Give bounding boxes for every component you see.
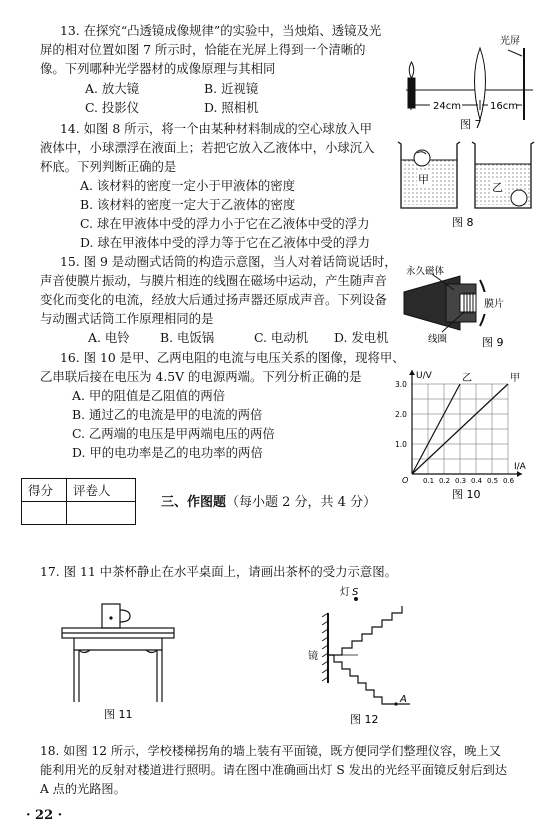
figure-12 xyxy=(300,585,460,730)
q18-line-1: 18. 如图 12 所示，学校楼梯拐角的墙上装有平面镜，既方便同学们整理仪容，晚上又 xyxy=(40,744,501,758)
y-tick-label: 1.0 xyxy=(395,440,407,449)
q13-line-1: 13. 在探究“凸透镜成像规律”的实验中，当烛焰、透镜及光 xyxy=(60,23,382,38)
q14-option-b: B. 该材料的密度一定大于乙液体的密度 xyxy=(80,197,296,212)
score-header: 得分 xyxy=(22,479,67,502)
chart-labels xyxy=(395,371,527,501)
q15-line-2: 声音使膜片振动，与膜片相连的线圈在磁场中运动，产生随声音 xyxy=(40,273,387,288)
q13-option-b: B. 近视镜 xyxy=(204,81,259,96)
chart-caption: 图 10 xyxy=(452,488,481,501)
q16-option-d: D. 甲的电功率是乙的电功率的两倍 xyxy=(72,445,263,460)
q16-line-1: 16. 图 10 是甲、乙两电阻的电流与电压关系的图像，现将甲、 xyxy=(60,350,405,365)
q16-option-a: A. 甲的阻值是乙阻值的两倍 xyxy=(72,388,226,403)
q15-line-1: 15. 图 9 是动圈式话筒的构造示意图，当人对着话筒说话时， xyxy=(60,254,397,269)
x-tick-label: 0.4 xyxy=(471,477,483,485)
q15-line-3: 变化而变化的电流，经放大后通过扬声器还原成声音。下列设备 xyxy=(40,292,387,307)
ball-sunk xyxy=(511,190,527,206)
figure-10-chart xyxy=(390,362,538,502)
q14-option-a: A. 该材料的密度一定小于甲液体的密度 xyxy=(80,178,296,193)
q16-option-c: C. 乙两端的电压是甲两端电压的两倍 xyxy=(72,426,275,441)
figure-11 xyxy=(58,600,178,725)
fig9-membrane-label: 膜片 xyxy=(484,299,504,310)
series-label-jia: 甲 xyxy=(510,373,520,384)
q13-option-a: A. 放大镜 xyxy=(85,81,139,96)
fig9-magnet-label: 永久磁体 xyxy=(406,266,445,277)
tea-cup xyxy=(102,604,120,628)
flame xyxy=(409,62,414,78)
grader-cell[interactable] xyxy=(67,502,136,525)
q14-line-1: 14. 如图 8 所示，将一个由某种材料制成的空心球放入甲 xyxy=(60,121,372,136)
ball-floating xyxy=(414,150,430,166)
q14-line-2: 液体中，小球漂浮在液面上；若把它放入乙液体中，小球沉入 xyxy=(40,140,375,155)
fig9-coil-label: 线圈 xyxy=(428,334,448,345)
x-tick-label: 0.3 xyxy=(455,477,467,485)
origin-label: O xyxy=(402,476,409,485)
grader-header: 评卷人 xyxy=(67,479,136,502)
fig7-screen-label: 光屏 xyxy=(500,36,520,47)
section-3-heading: 三、作图题 xyxy=(161,495,227,510)
q14-option-d: D. 球在甲液体中受的浮力等于它在乙液体中受的浮力 xyxy=(80,235,370,250)
section-3-note: （每小题 2 分，共 4 分） xyxy=(226,495,377,510)
q15-option-c: C. 电动机 xyxy=(254,330,309,345)
score-table xyxy=(21,478,136,525)
fig8-caption: 图 8 xyxy=(452,216,474,229)
x-axis-label: I/A xyxy=(514,462,526,472)
q15-option-d: D. 发电机 xyxy=(334,330,389,345)
fig7-dist-2: 16cm xyxy=(490,101,518,112)
q18-line-3: A 点的光路图。 xyxy=(40,782,126,796)
x-tick-label: 0.5 xyxy=(487,477,499,485)
fig8-label-a: 甲 xyxy=(418,173,429,186)
point-a xyxy=(394,702,397,705)
fig12-point-label: A xyxy=(400,694,407,705)
fig11-caption: 图 11 xyxy=(104,708,133,721)
y-tick-label: 3.0 xyxy=(395,380,407,389)
q16-option-b: B. 通过乙的电流是甲的电流的两倍 xyxy=(72,407,263,422)
x-tick-label: 0.1 xyxy=(423,477,435,485)
fig9-caption: 图 9 xyxy=(482,336,504,349)
q15-option-b: B. 电饭锅 xyxy=(160,330,215,345)
figure-8 xyxy=(392,132,538,232)
y-axis-label: U/V xyxy=(416,371,432,381)
q13-line-3: 像。下列哪种光学器材的成像原理与其相同 xyxy=(40,61,276,76)
x-tick-label: 0.6 xyxy=(503,477,515,485)
q16-line-2: 乙串联后接在电压为 4.5V 的电源两端。下列分析正确的是 xyxy=(40,369,362,384)
fig8-label-b: 乙 xyxy=(492,181,503,194)
cup-handle xyxy=(120,610,130,622)
q14-line-3: 杯底。下列判断正确的是 xyxy=(40,159,177,174)
q15-line-4: 与动圈式话筒工作原理相同的是 xyxy=(40,311,214,326)
fig7-dist-1: 24cm xyxy=(433,101,461,112)
score-cell[interactable] xyxy=(22,502,67,525)
fig12-caption: 图 12 xyxy=(350,713,379,726)
figure-7 xyxy=(398,20,538,135)
y-axis-arrow xyxy=(409,370,415,375)
q17-text: 17. 图 11 中茶杯静止在水平桌面上，请画出茶杯的受力示意图。 xyxy=(40,564,398,579)
q13-option-d: D. 照相机 xyxy=(204,100,259,115)
fig12-mirror-label: 镜 xyxy=(308,651,318,662)
fig7-caption: 图 7 xyxy=(460,118,482,131)
q13-line-2: 屏的相对位置如图 7 所示时，恰能在光屏上得到一个清晰的 xyxy=(40,42,366,57)
screen-pointer xyxy=(508,50,522,56)
y-tick-label: 2.0 xyxy=(395,410,407,419)
series-label-yi: 乙 xyxy=(462,373,472,384)
q18-line-2: 能利用光的反射对楼道进行照明。请在图中准确画出灯 S 发出的光经平面镜反射后到达 xyxy=(40,763,508,777)
q13-option-c: C. 投影仪 xyxy=(85,100,140,115)
magnet-core xyxy=(460,294,476,312)
page-number: · 22 · xyxy=(26,808,63,823)
figure-9 xyxy=(402,262,538,352)
x-tick-label: 0.2 xyxy=(439,477,451,485)
q15-option-a: A. 电铃 xyxy=(88,330,130,345)
q14-option-c: C. 球在甲液体中受的浮力小于它在乙液体中受的浮力 xyxy=(80,216,370,231)
section-3-title xyxy=(161,491,376,510)
fig12-lamp-label: 灯 xyxy=(340,587,350,598)
fig12-lamp-letter: S xyxy=(352,587,359,598)
